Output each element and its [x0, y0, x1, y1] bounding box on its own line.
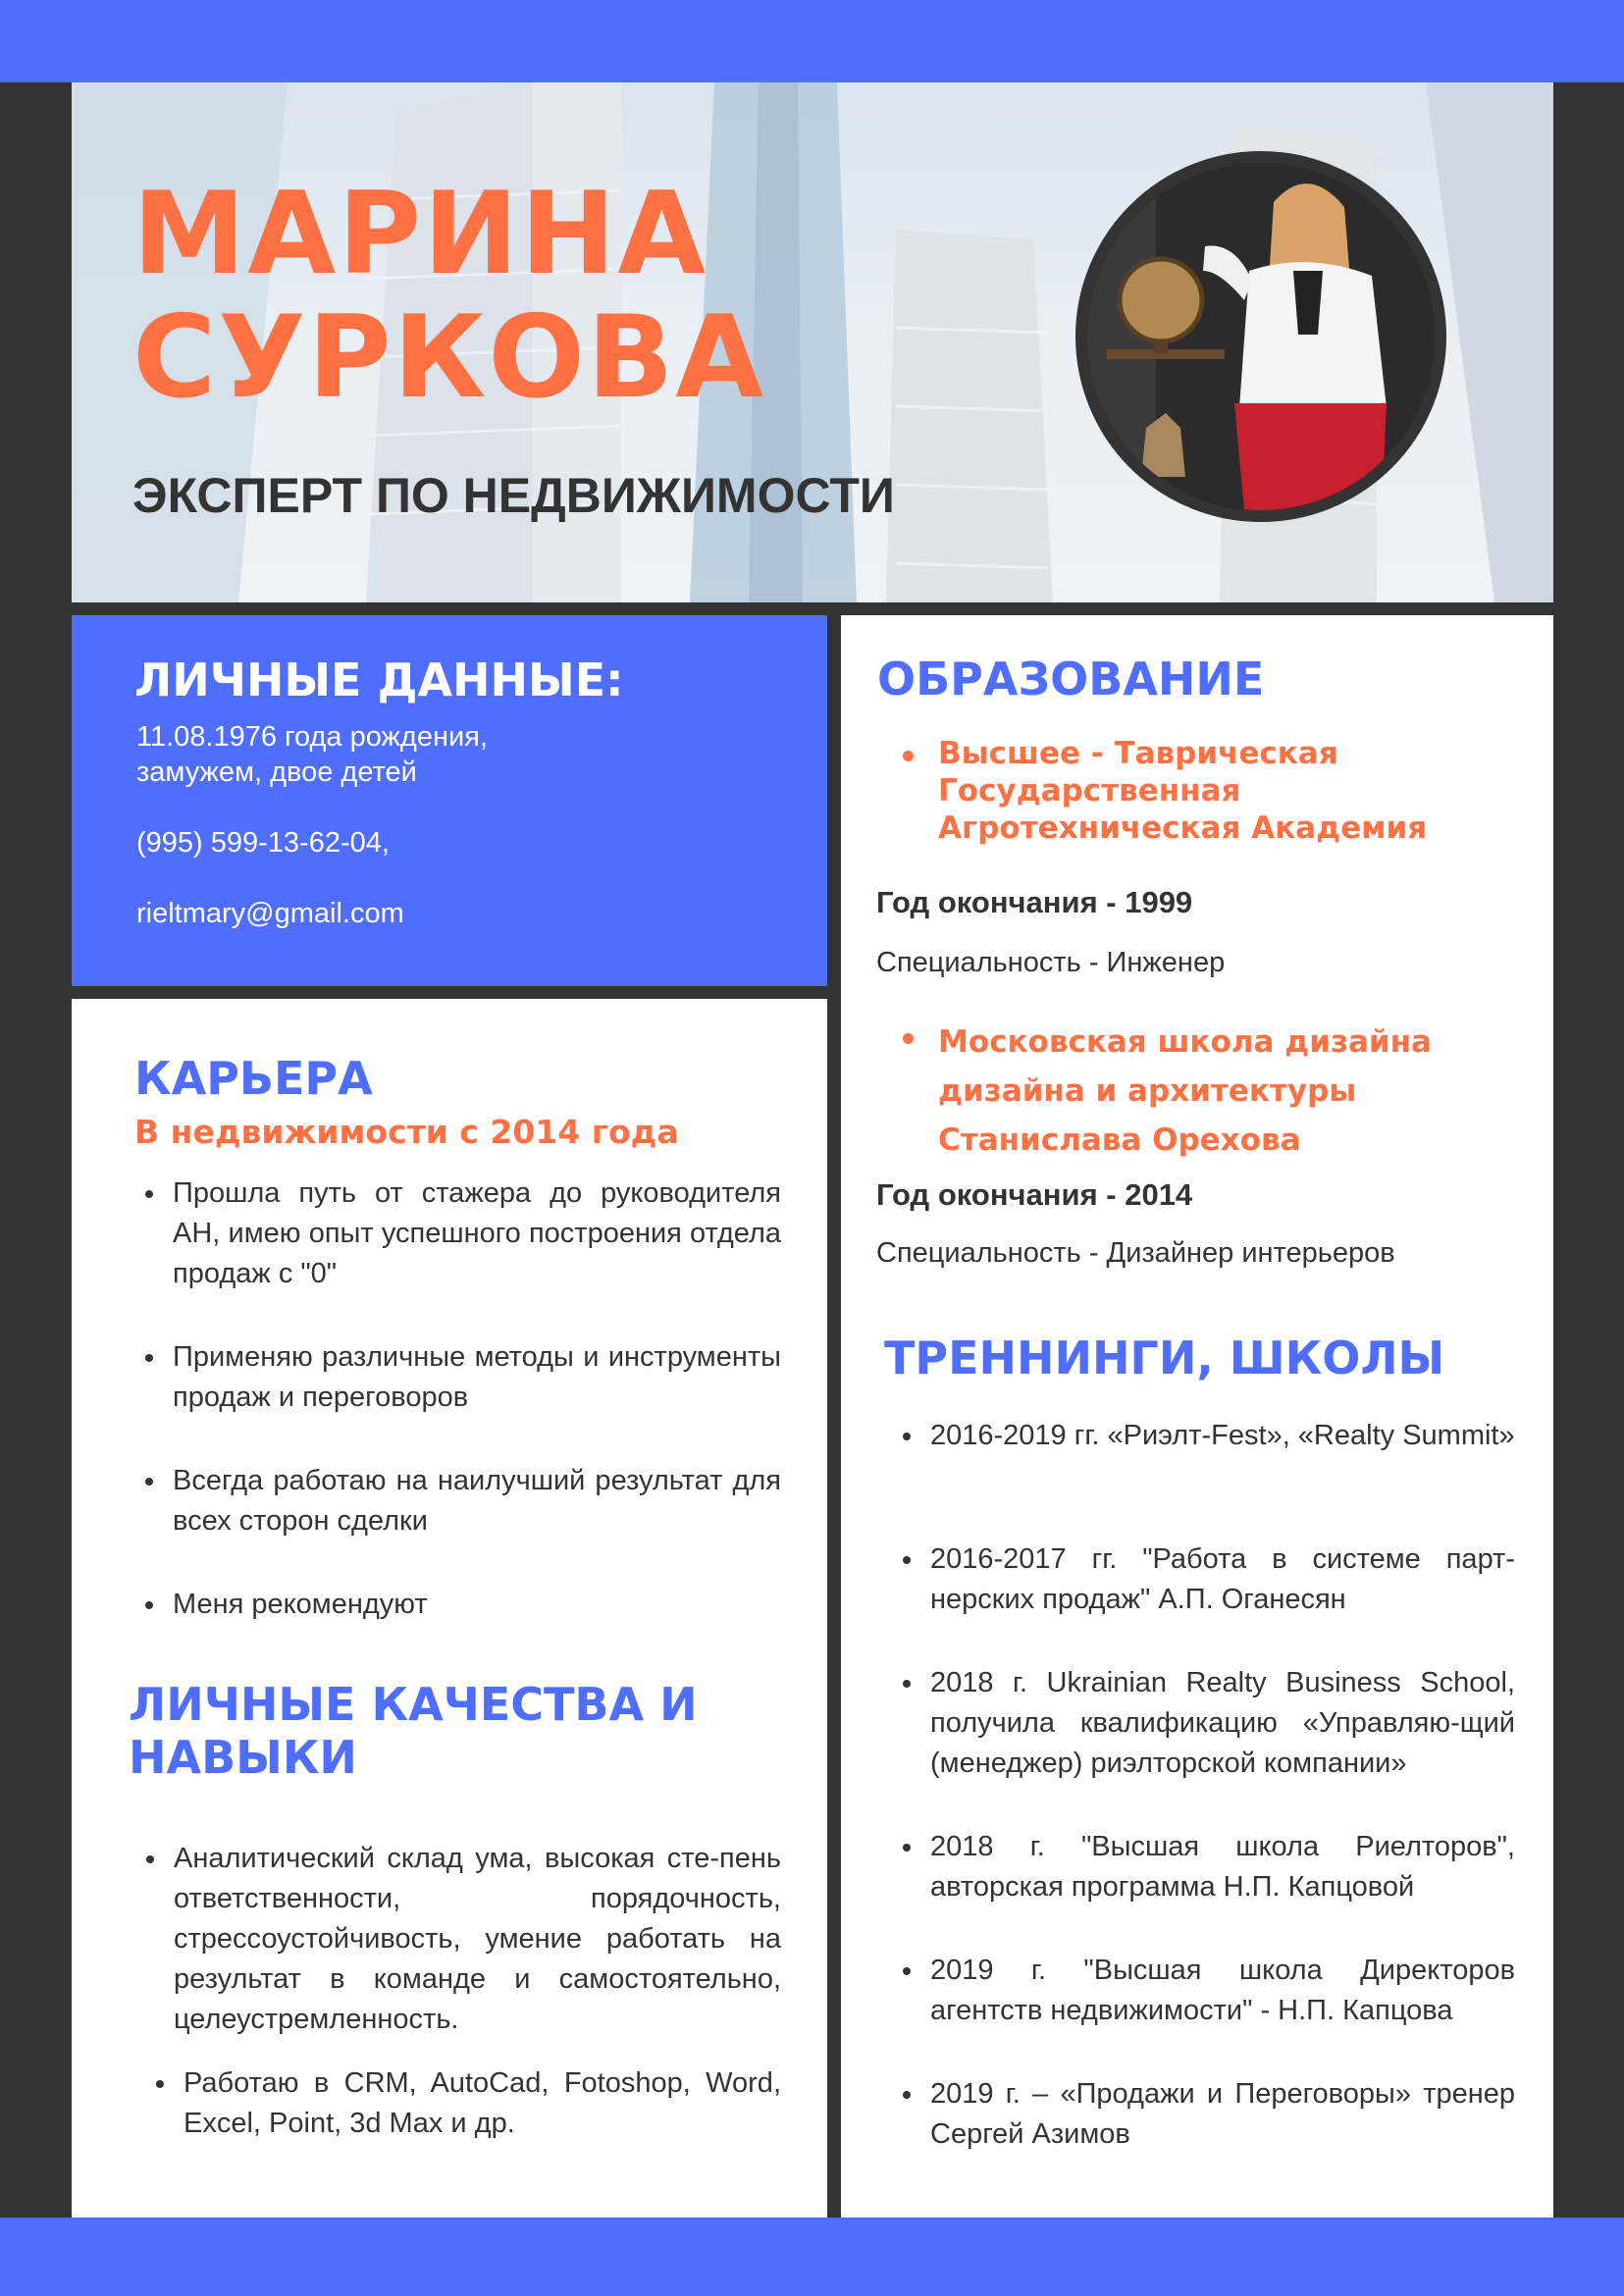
name-last: СУРКОВА: [132, 291, 766, 424]
list-item: Работаю в CRM, AutoCad, Fotoshop, Word, Excel, Point, 3d Max и др.: [183, 2063, 781, 2144]
list-item: Меня рекомендуют: [173, 1585, 781, 1625]
bullet-icon: [145, 1354, 153, 1362]
list-item: 2016-2017 гг. "Работа в системе парт-нерских продаж" А.П. Оганесян: [930, 1539, 1515, 1621]
phone-number: (995) 599-13-62-04,: [136, 827, 390, 859]
bullet-icon: [156, 2080, 164, 2088]
education-entry-1-specialty: Специальность - Инженер: [876, 947, 1226, 978]
list-item: 2016-2019 гг. «Риэлт-Fest», «Realty Summit»: [930, 1416, 1515, 1497]
education-entry-2-year: Год окончания - 2014: [876, 1177, 1193, 1212]
list-item: Применяю различные методы и инструменты продаж и переговоров: [173, 1337, 781, 1419]
list-item: Аналитический склад ума, высокая сте-пень ответственности, порядочность, стрессоустойчивость, умение работать на результат в команде и самостоятельно, целеустремленность.: [174, 1839, 781, 2041]
list-item: 2018 г. Ukrainian Realty Business School, получила квалификацию «Управляю-щий (менеджер) риэлторской компании»: [930, 1663, 1515, 1785]
top-band: [0, 0, 1624, 82]
bullet-icon: [903, 2091, 911, 2099]
bullet-icon: [903, 1433, 911, 1440]
education-title: ОБРАЗОВАНИЕ: [877, 652, 1265, 705]
personal-data-title: ЛИЧНЫЕ ДАННЫЕ:: [134, 653, 624, 706]
bullet-icon: [145, 1601, 153, 1609]
bullet-icon: [145, 1478, 153, 1486]
bullet-icon: [903, 1680, 911, 1688]
bottom-band: [0, 2218, 1624, 2296]
education-entry-1-school: [938, 735, 1427, 847]
bullet-icon: [903, 1967, 911, 1975]
bullet-icon: [146, 1855, 154, 1863]
person-portrait-image: [1087, 163, 1435, 510]
bullet-icon: [903, 751, 914, 761]
education-entry-1-year: Год окончания - 1999: [876, 885, 1193, 919]
education-trainings-panel: [841, 615, 1553, 2218]
personal-data-panel: [72, 615, 827, 986]
education-entry-2-school: [938, 1018, 1432, 1165]
skills-list: [174, 1839, 781, 2144]
list-item: Московская школа дизайна дизайна и архитектуры Станислава Орехова: [938, 1018, 1432, 1165]
name-first: МАРИНА: [132, 168, 708, 300]
list-item: Высшее - Таврическая Государственная Агротехническая Академия: [938, 735, 1427, 847]
list-item: 2019 г. "Высшая школа Директоров агентств недвижимости" - Н.П. Капцова: [930, 1951, 1515, 2032]
bullet-icon: [903, 1844, 911, 1852]
skills-title-line2: НАВЫКИ: [129, 1731, 357, 1784]
skills-title-line1: ЛИЧНЫЕ КАЧЕСТВА И: [129, 1678, 698, 1731]
email-address: rieltmary@gmail.com: [136, 898, 404, 929]
job-title: ЭКСПЕРТ ПО НЕДВИЖИМОСТИ: [132, 468, 895, 523]
list-item: 2019 г. – «Продажи и Переговоры» тренер Сергей Азимов: [930, 2074, 1515, 2156]
list-item: Прошла путь от стажера до руководителя АН, имею опыт успешного построения отдела продаж с "0": [173, 1174, 781, 1295]
career-list: [173, 1174, 781, 1625]
career-skills-panel: [72, 999, 827, 2218]
bullet-icon: [903, 1556, 911, 1564]
profile-photo: [1075, 151, 1446, 522]
career-subtitle: В недвижимости с 2014 года: [134, 1113, 679, 1151]
trainings-list: [930, 1416, 1515, 2156]
trainings-title: ТРЕННИНГИ, ШКОЛЫ: [884, 1331, 1445, 1384]
list-item: 2018 г. "Высшая школа Риелторов", авторская программа Н.П. Капцовой: [930, 1827, 1515, 1908]
career-title: КАРЬЕРА: [134, 1052, 373, 1105]
person-name: [132, 168, 766, 424]
skills-title: [129, 1678, 698, 1784]
birth-info-line1: 11.08.1976 года рождения,: [136, 721, 488, 753]
birth-info-line2: замужем, двое детей: [136, 757, 417, 788]
education-entry-2-specialty: Специальность - Дизайнер интерьеров: [876, 1237, 1395, 1269]
bullet-icon: [903, 1033, 914, 1044]
bullet-icon: [145, 1190, 153, 1198]
list-item: Всегда работаю на наилучший результат для всех сторон сделки: [173, 1461, 781, 1542]
header-banner: [72, 82, 1553, 602]
